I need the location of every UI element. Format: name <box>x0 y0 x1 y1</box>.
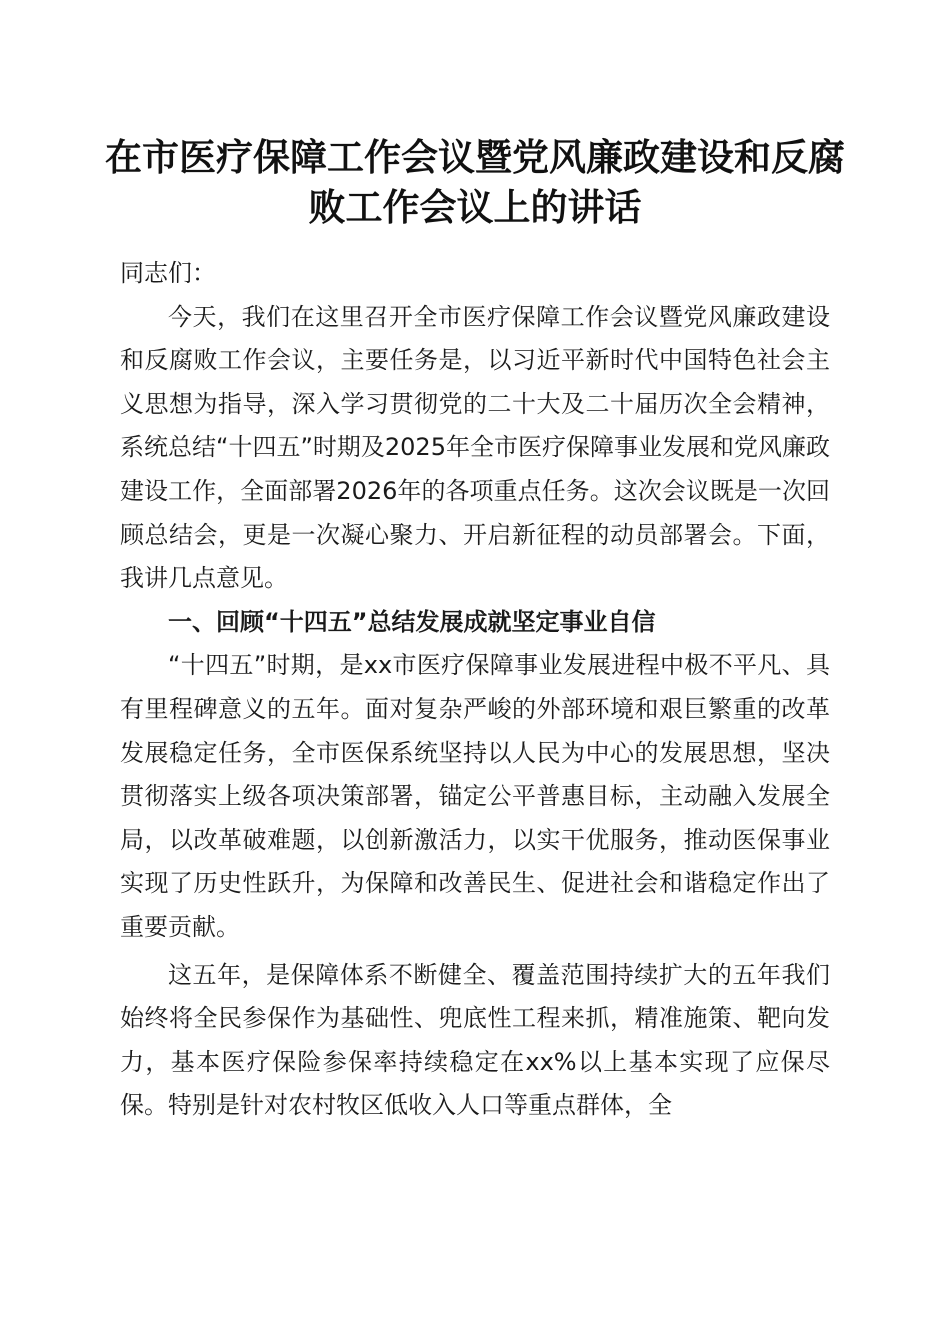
document-body <box>120 252 830 1128</box>
document-title <box>100 132 850 232</box>
salutation: 同志们： <box>120 259 216 287</box>
title-line-2: 败工作会议上的讲话 <box>308 185 642 229</box>
paragraph-review: “十四五”时期，是xx市医疗保障事业发展进程中极不平凡、具有里程碑意义的五年。面对复杂严峻的外部环境和艰巨繁重的改革发展稳定任务，全市医保系统坚持以人民为中心的发展思想，坚决贯彻落实上级各项决策部署，锚定公平普惠目标，主动融入发展全局，以改革破难题，以创新激活力，以实干优服务，推动医保事业实现了历史性跃升，为保障和改善民生、促进社会和谐稳定作出了重要贡献。 <box>120 651 830 941</box>
title-line-1: 在市医疗保障工作会议暨党风廉政建设和反腐 <box>105 135 845 179</box>
paragraph-coverage: 这五年，是保障体系不断健全、覆盖范围持续扩大的五年我们始终将全民参保作为基础性、兜底性工程来抓，精准施策、靶向发力，基本医疗保险参保率持续稳定在xx%以上基本实现了应保尽保。特别是针对农村牧区低收入人口等重点群体，全 <box>120 960 830 1120</box>
paragraph-intro: 今天，我们在这里召开全市医疗保障工作会议暨党风廉政建设和反腐败工作会议，主要任务是，以习近平新时代中国特色社会主义思想为指导，深入学习贯彻党的二十大及二十届历次全会精神，系统总结“十四五”时期及2025年全市医疗保障事业发展和党风廉政建设工作，全面部署2026年的各项重点任务。这次会议既是一次回顾总结会，更是一次凝心聚力、开启新征程的动员部署会。下面，我讲几点意见。 <box>120 302 830 593</box>
section-heading-1: 一、回顾“十四五”总结发展成就坚定事业自信 <box>168 607 656 636</box>
